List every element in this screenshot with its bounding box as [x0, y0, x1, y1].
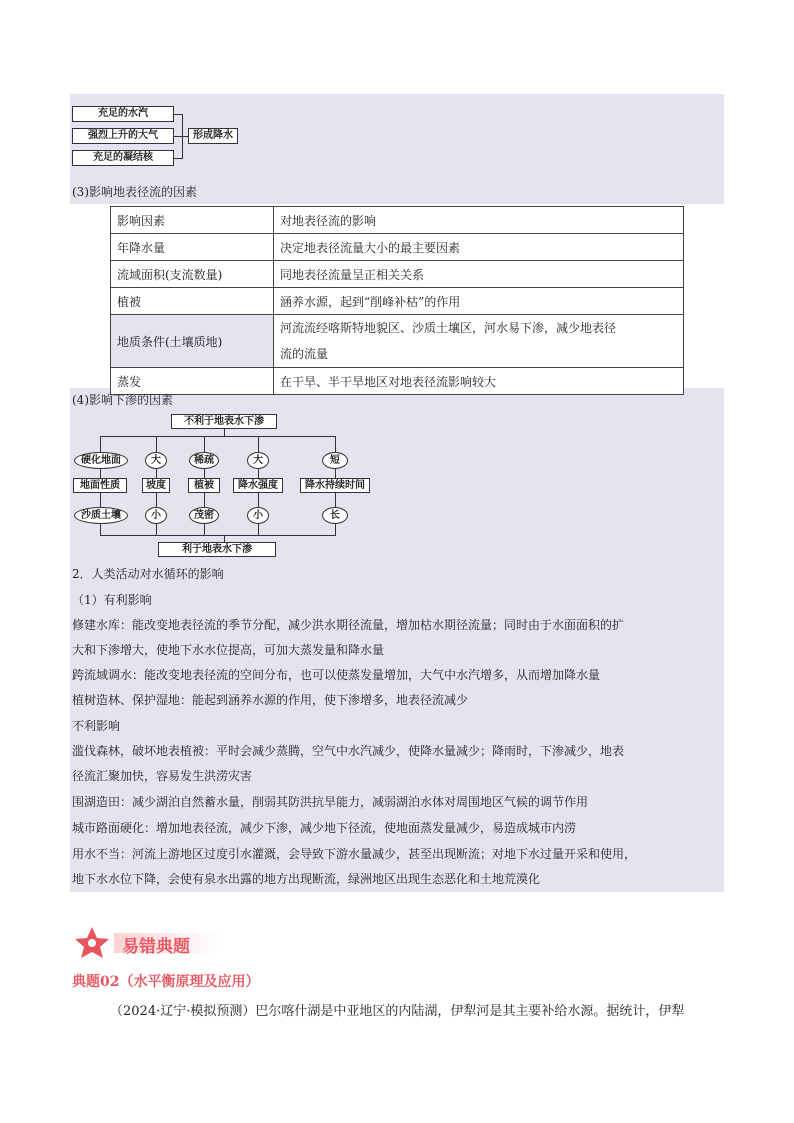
subsection-title: （1）有利影响: [72, 593, 152, 607]
connector: [258, 524, 259, 535]
question-subtitle: 典题02（水平衡原理及应用）: [72, 974, 260, 990]
table-row: [111, 261, 684, 288]
table-row: [111, 288, 684, 315]
runoff-factor-table: [110, 206, 684, 395]
connector: [156, 469, 157, 478]
connector: [100, 493, 101, 507]
bottom-oval: 长: [322, 507, 348, 524]
connector: [335, 469, 336, 478]
text-line: 滥伐森林，破坏地表植被：平时会减少蒸腾，空气中水汽减少，使降水量减少；降雨时，下渗减少，地表: [72, 744, 625, 758]
factor-cell: 地质条件(土壤质地): [111, 315, 274, 368]
connector: [174, 158, 182, 159]
factor-cell: 蒸发: [111, 368, 274, 395]
effect-cell: 在干旱、半干旱地区对地表径流影响较大: [274, 368, 684, 395]
effect-cell: 决定地表径流量大小的最主要因素: [274, 234, 684, 261]
bottom-box: 利于地表水下渗: [158, 542, 276, 557]
result-box: 形成降水: [188, 128, 238, 144]
star-icon: [72, 925, 112, 959]
factor-box: 降水强度: [233, 478, 283, 493]
connector: [204, 524, 205, 535]
effect-cell: 涵养水源，起到“削峰补枯”的作用: [274, 288, 684, 315]
table-header-cell: 对地表径流的影响: [274, 207, 684, 234]
effect-line: 河流流经喀斯特地貌区、沙质土壤区，河水易下渗，减少地表径: [280, 321, 617, 335]
text-line: 城市路面硬化：增加地表径流，减少下渗，减少地下径流，使地面蒸发量减少，易造成城市内涝: [72, 821, 577, 835]
text-line: 修建水库：能改变地表径流的季节分配，减少洪水期径流量，增加枯水期径流量；同时由于水面面积的扩: [72, 618, 625, 632]
factor-cell: 植被: [111, 288, 274, 315]
section4-band: [70, 388, 724, 892]
errata-banner: [72, 925, 222, 959]
connector: [204, 493, 205, 507]
section-title: 2．人类活动对水循环的影响: [72, 567, 224, 581]
section-title: (3)影响地表径流的因素: [72, 185, 197, 199]
bottom-oval: 茂密: [189, 507, 219, 524]
connector: [100, 436, 336, 437]
condition-box: 充足的凝结核: [72, 150, 174, 166]
connector: [258, 436, 259, 452]
connector: [100, 535, 336, 536]
connector: [258, 493, 259, 507]
question-text: （2024·辽宁·模拟预测）巴尔喀什湖是中亚地区的内陆湖，伊犁河是其主要补给水源。据统计，伊犁: [110, 1004, 685, 1019]
factor-cell: 流域面积(支流数量): [111, 261, 274, 288]
factor-cell: 年降水量: [111, 234, 274, 261]
connector: [156, 436, 157, 452]
connector: [174, 136, 188, 137]
table-row: [111, 234, 684, 261]
text-line: 围湖造田：减少湖泊自然蓄水量，削弱其防洪抗旱能力，减弱湖泊水体对周围地区气候的调节作用: [72, 795, 589, 809]
connector: [258, 469, 259, 478]
connector: [204, 469, 205, 478]
connector: [224, 429, 225, 436]
top-box: 不利于地表水下渗: [171, 414, 277, 429]
connector: [204, 436, 205, 452]
effect-cell: 同地表径流量呈正相关关系: [274, 261, 684, 288]
factor-box: 降水持续时间: [300, 478, 370, 493]
factor-box: 地面性质: [73, 478, 127, 493]
section-title: (4)影响下渗的因素: [72, 393, 173, 407]
bottom-oval: 小: [145, 507, 167, 524]
factor-box: 坡度: [142, 478, 170, 493]
text-line: 大和下渗增大，使地下水水位提高，可加大蒸发量和降水量: [72, 643, 385, 657]
text-line: 不利影响: [72, 719, 121, 733]
effect-cell: [274, 315, 684, 368]
text-line: 跨流域调水：能改变地表径流的空间分布，也可以使蒸发量增加，大气中水汽增多，从而增加降水量: [72, 668, 601, 682]
text-line: 用水不当：河流上游地区过度引水灌溉，会导致下游水量减少，甚至出现断流；对地下水过量开采和使用，: [72, 847, 637, 861]
effect-line: 流的流量: [280, 347, 329, 361]
connector: [174, 114, 182, 115]
table-row: [111, 207, 684, 234]
connector: [224, 535, 225, 542]
connector: [100, 524, 101, 535]
bottom-oval: 沙质土壤: [74, 507, 128, 524]
connector: [156, 493, 157, 507]
condition-box: 充足的水汽: [72, 106, 174, 122]
text-line: 地下水水位下降，会使有泉水出露的地方出现断流，绿洲地区出现生态恶化和土地荒漠化: [72, 872, 541, 886]
connector: [182, 114, 183, 159]
connector: [156, 524, 157, 535]
banner-title: 易错典题: [122, 937, 190, 957]
connector: [335, 524, 336, 535]
top-oval: 短: [322, 452, 348, 469]
bottom-oval: 小: [247, 507, 269, 524]
table-row: [111, 315, 684, 368]
top-oval: 大: [145, 452, 167, 469]
table-header-cell: 影响因素: [111, 207, 274, 234]
connector: [335, 493, 336, 507]
top-oval: 大: [247, 452, 269, 469]
top-oval: 硬化地面: [74, 452, 128, 469]
connector: [100, 469, 101, 478]
factor-box: 植被: [188, 478, 220, 493]
connector: [100, 436, 101, 452]
table-row: [111, 368, 684, 395]
connector: [335, 436, 336, 452]
text-line: 径流汇聚加快，容易发生洪涝灾害: [72, 769, 253, 783]
condition-box: 强烈上升的大气: [72, 128, 174, 144]
text-line: 植树造林、保护湿地：能起到涵养水源的作用，使下渗增多，地表径流减少: [72, 693, 469, 707]
top-oval: 稀疏: [189, 452, 219, 469]
